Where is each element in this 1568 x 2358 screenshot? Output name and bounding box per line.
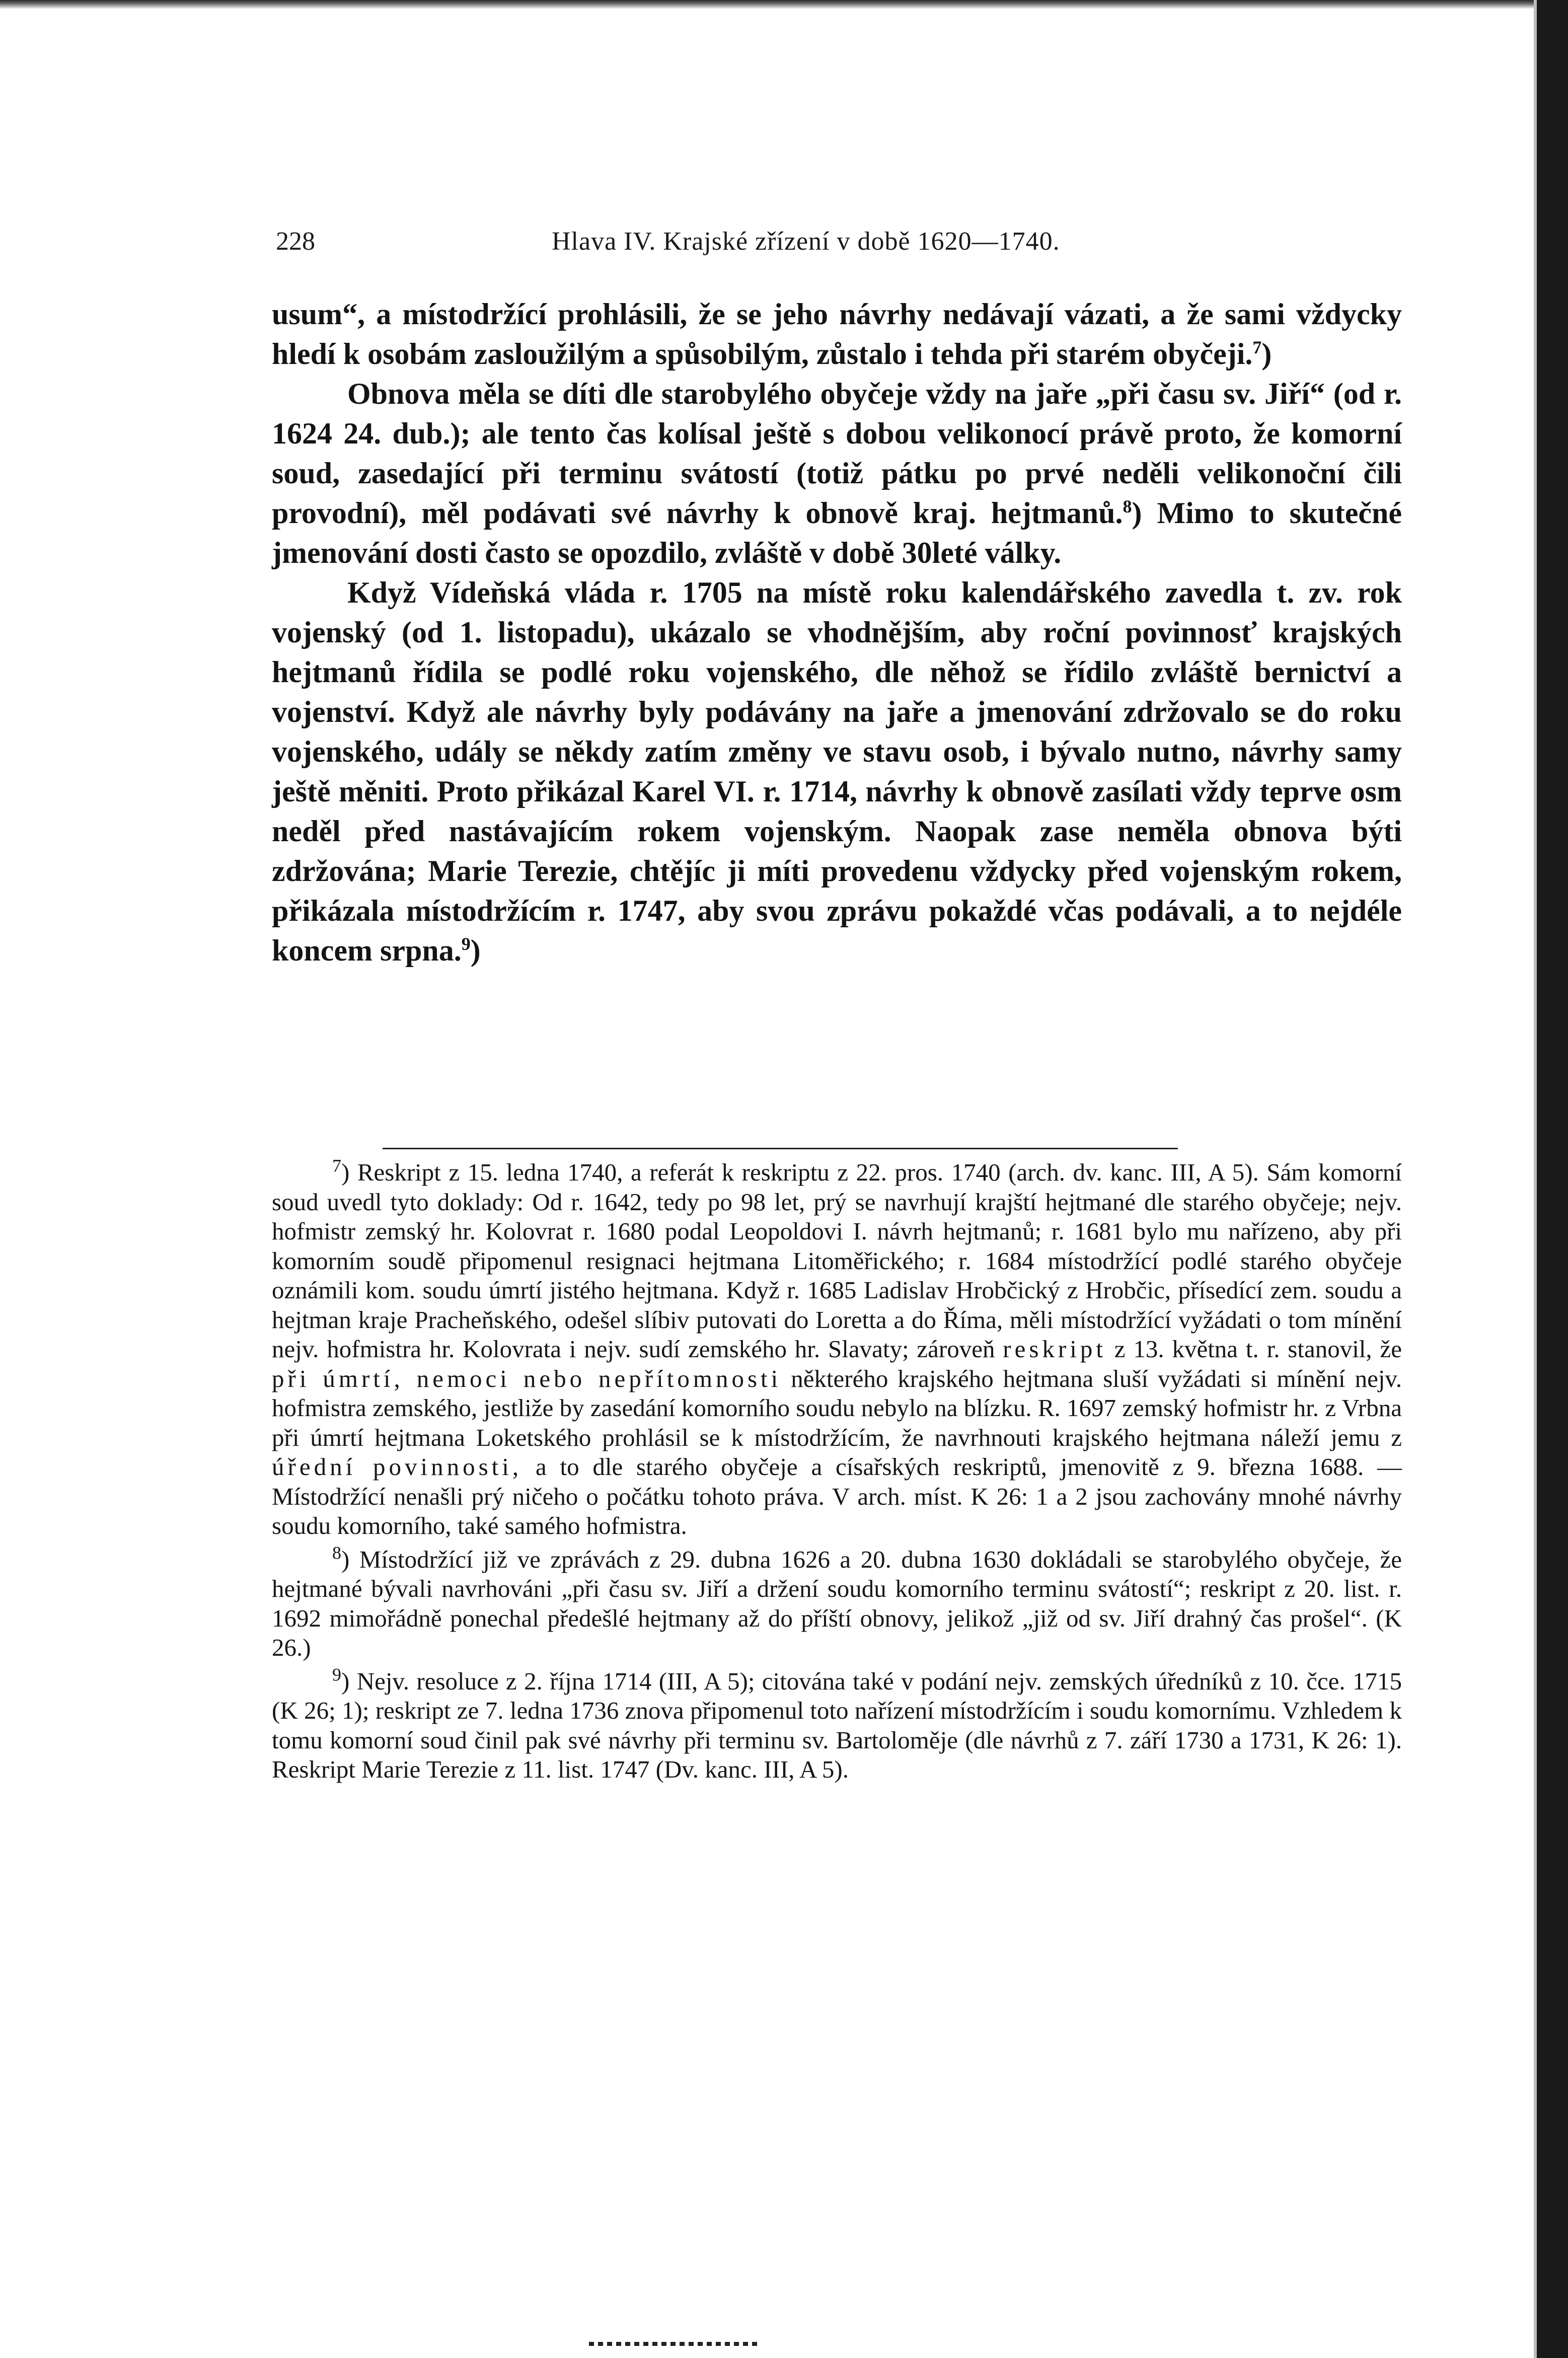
scan-dark-border	[1537, 0, 1568, 2358]
footnote-ref-7: 7	[1252, 337, 1262, 357]
footnote-9: $^9$) Nejv. resoluce z 2. října 1714 (III, A 5); citována také v podání nejv. zemských úředníků z 10. čce. 1715 (K 26; 1); reskript ze 7. ledna 1736 znova připomenul toto nařízení místodržícím i soudu komornímu. Vzhledem k tomu komorní soud činil pak své návrhy při terminu sv. Bartoloměje (dle návrhů z 7. září 1730 a 1731, K 26: 1). Reskript Marie Terezie z 11. list. 1747 (Dv. kanc. III, A 5).	[272, 1664, 1402, 1783]
scan-bottom-mark	[589, 2342, 760, 2346]
running-title: Hlava IV. Krajské zřízení v době 1620—1740.	[552, 227, 1060, 256]
paragraph-2: Obnova měla se díti dle starobylého obyčeje vždy na jaře „při času sv. Jiří“ (od r. 1624 24. dub.); ale tento čas kolísal ještě s dobou velikonocí právě proto, že komorní soud, zasedající při terminu svátostí (totiž pátku po prvé neděli velikonoční čili provodní), měl podávati své návrhy k obnově kraj. hejtmanů.$^8$) Mimo to skutečné jmenování dosti často se opozdilo, zvláště v době 30leté války.	[272, 377, 1402, 569]
footnote-ref-8: 8	[1123, 496, 1132, 517]
scan-top-edge	[0, 0, 1537, 9]
footnote-7: $^7$) Reskript z 15. ledna 1740, a referát k reskriptu z 22. pros. 1740 (arch. dv. kanc. III, A 5). Sám komorní soud uvedl tyto doklady: Od r. 1642, tedy po 98 let, prý se navrhují krajští hejtmané dle starého obyčeje; nejv. hofmistr zemský hr. Kolovrat r. 1680 podal Leopoldovi I. návrh hejtmanů; r. 1681 bylo mu nařízeno, aby při komorním soudě připomenul resignaci hejtmana Litoměřického; r. 1684 místodržící podlé starého obyčeje oznámili kom. soudu úmrtí jistého hejtmana. Když r. 1685 Ladislav Hrobčický z Hrobčic, přísedící zem. soudu a hejtman kraje Pracheňského, odešel slíbiv putovati do Loretta a do Říma, měli místodržící vyžádati o tom mínění nejv. hofmistra hr. Kolovrata i nejv. sudí zemského hr. Slavaty; zároveň reskript z 13. května t. r. stanovil, že při úmrtí, nemoci nebo nepřítomnosti některého krajského hejtmana sluší vyžádati si mínění nejv. hofmistra zemského, jestliže by zasedání komorního soudu nebylo na blízku. R. 1697 zemský hofmistr hr. z Vrbna při úmrtí hejtmana Loketského prohlásil se k místodržícím, že navrhnouti krajského hejtmana náleží jemu z úřední povinnosti, a to dle starého obyčeje a císařských reskriptů, jmenovitě z 9. března 1688. — Místodržící nenašli prý ničeho o počátku tohoto práva. V arch. míst. K 26: 1 a 2 jsou zachovány mnohé návrhy soudu komorního, také samého hofmistra.	[272, 1155, 1402, 1539]
main-text	[272, 294, 1402, 971]
footnotes	[272, 1155, 1402, 1789]
footnote-separator	[383, 1148, 1178, 1149]
page-number: 228	[276, 227, 315, 256]
running-header	[276, 224, 1401, 259]
paragraph-3: Když Vídeňská vláda r. 1705 na místě roku kalendářského zavedla t. zv. rok vojenský (od 1. listopadu), ukázalo se vhodnějším, aby roční povinnosť krajských hejtmanů řídila se podlé roku vojenského, dle něhož se řídilo zvláště bernictví a vojenství. Když ale návrhy byly podávány na jaře a jmenování zdržovalo se do roku vojenského, udály se někdy zatím změny ve stavu osob, i bývalo nutno, návrhy samy ještě měniti. Proto přikázal Karel VI. r. 1714, návrhy k obnově zasílati vždy teprve osm neděl před nastávajícím rokem vojenským. Naopak zase neměla obnova býti zdržována; Marie Terezie, chtějíc ji míti provedenu vždycky před vojenským rokem, přikázala místodržícím r. 1747, aby svou zprávu pokaždé včas podávali, a to nejdéle koncem srpna.$^9$)	[272, 576, 1402, 967]
footnote-8: $^8$) Místodržící již ve zprávách z 29. dubna 1626 a 20. dubna 1630 dokládali se starobylého obyčeje, že hejtmané bývali navrhováni „při času sv. Jiří a držení soudu komorního terminu svátostí“; reskript z 20. list. r. 1692 mimořádně ponechal předešlé hejtmany až do příští obnovy, jelikož „již od sv. Jiří drahný čas prošel“. (K 26.)	[272, 1542, 1402, 1661]
paragraph-1: usum“, a místodržící prohlásili, že se jeho návrhy nedávají vázati, a že sami vždycky hledí k osobám zasloužilým a spůsobilým, zůstalo i tehda při starém obyčeji.$^7$)	[272, 298, 1402, 371]
footnote-ref-9: 9	[461, 934, 471, 954]
